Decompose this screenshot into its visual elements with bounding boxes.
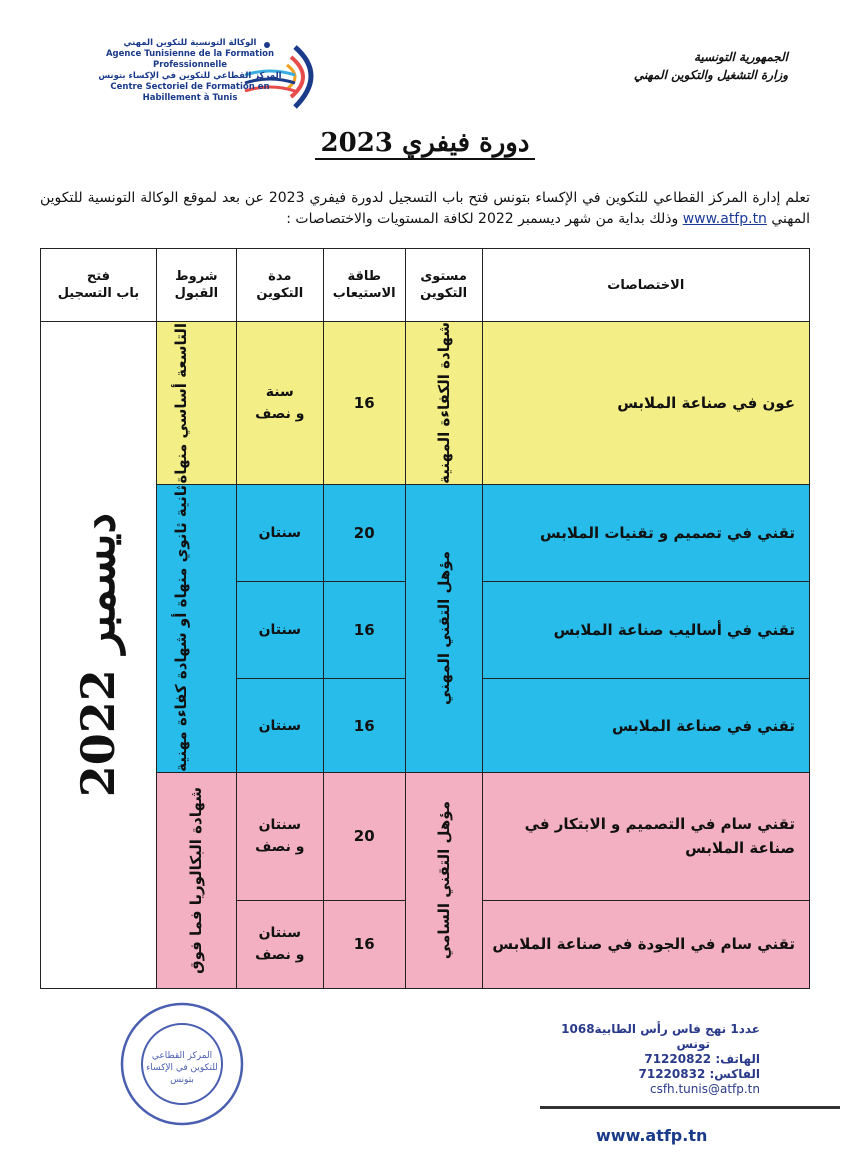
center-name-fr-1: Centre Sectoriel de Formation en xyxy=(110,82,270,92)
svg-text:للتكوين في الإكساء: للتكوين في الإكساء xyxy=(146,1063,218,1073)
center-name-fr-2: Habillement à Tunis xyxy=(142,93,238,103)
capacity-cell: 16 xyxy=(323,679,405,772)
ministry-label: وزارة التشغيل والتكوين المهني xyxy=(633,68,788,82)
center-name-ar: المركز القطاعي للتكوين في الإكساء بتونس xyxy=(98,71,282,81)
specialty-cell: عون في صناعة الملابس xyxy=(482,322,809,485)
duration-cell: سنتان و نصف xyxy=(236,900,323,988)
fax-line: الفاكس: 71220832 xyxy=(638,1067,760,1081)
table-row xyxy=(41,484,810,581)
intro-paragraph xyxy=(40,188,810,230)
republic-label: الجمهورية التونسية xyxy=(693,50,788,64)
specialties-table xyxy=(40,248,810,989)
header-specialty: الاختصاصات xyxy=(482,249,809,322)
agency-name-fr-2: Professionnelle xyxy=(152,60,228,70)
level-cell-bts: مؤهل التقني السامي xyxy=(405,772,482,988)
page-title xyxy=(0,128,850,158)
duration-cell: سنتان xyxy=(236,582,323,679)
svg-text:بتونس: بتونس xyxy=(170,1075,194,1085)
address-line-1: عدد1 نهج فاس رأس الطابية1068 xyxy=(561,1022,760,1036)
logo-text xyxy=(95,38,285,104)
svg-text:المركز القطاعي: المركز القطاعي xyxy=(151,1051,213,1061)
header-level: مستوى التكوين xyxy=(405,249,482,322)
header-opening: فتح باب التسجيل xyxy=(41,249,157,322)
ministry-header xyxy=(528,48,788,84)
capacity-cell: 16 xyxy=(323,322,405,485)
specialty-cell: تقني سام في الجودة في صناعة الملابس xyxy=(482,900,809,988)
contact-block xyxy=(560,1022,760,1097)
header-conditions: شروط القبول xyxy=(156,249,236,322)
table-row xyxy=(41,322,810,485)
intro-part-1: تعلم إدارة المركز القطاعي للتكوين في الإكساء بتونس فتح باب التسجيل لدورة فيفري 2023 عن بعد لموقع الوكالة التونسية للتكوين المهني xyxy=(40,190,810,227)
duration-cell: سنتان و نصف xyxy=(236,772,323,900)
level-cell-cap: شهادة الكفاءة المهنية xyxy=(405,322,482,485)
duration-cell: سنة و نصف xyxy=(236,322,323,485)
footer-divider xyxy=(540,1106,840,1109)
intro-part-2: وذلك بداية من شهر ديسمبر 2022 لكافة المستويات والاختصاصات : xyxy=(286,211,679,227)
duration-cell: سنتان xyxy=(236,484,323,581)
session-title-text: دورة فيفري 2023 xyxy=(315,128,536,160)
specialty-cell: تقني سام في التصميم و الابتكار في صناعة الملابس xyxy=(482,772,809,900)
phone-line: الهاتف: 71220822 xyxy=(644,1052,760,1066)
table-row xyxy=(41,772,810,900)
table-header-row xyxy=(41,249,810,322)
specialty-cell: تقني في أساليب صناعة الملابس xyxy=(482,582,809,679)
header-capacity: طاقة الاستيعاب xyxy=(323,249,405,322)
opening-cell: ديسمبر 2022 xyxy=(41,322,157,989)
capacity-cell: 16 xyxy=(323,900,405,988)
footer-website[interactable]: www.atfp.tn xyxy=(596,1126,708,1145)
specialty-cell: تقني في صناعة الملابس xyxy=(482,679,809,772)
conditions-cell-btp: ثانية ثانوي منهاة أو شهادة كفاءة مهنية xyxy=(156,484,236,772)
conditions-cell-bts: شهادة البكالوريا فما فوق xyxy=(156,772,236,988)
address-line-2: تونس xyxy=(676,1037,710,1051)
official-stamp-icon xyxy=(118,1000,246,1128)
header-duration: مدة التكوين xyxy=(236,249,323,322)
duration-cell: سنتان xyxy=(236,679,323,772)
capacity-cell: 20 xyxy=(323,772,405,900)
agency-name-ar: الوكالة التونسية للتكوين المهني xyxy=(123,38,257,48)
agency-name-fr-1: Agence Tunisienne de la Formation xyxy=(105,49,275,59)
website-link[interactable]: www.atfp.tn xyxy=(682,211,767,227)
capacity-cell: 16 xyxy=(323,582,405,679)
conditions-cell-cap: التاسعة أساسي منهاة xyxy=(156,322,236,485)
capacity-cell: 20 xyxy=(323,484,405,581)
level-cell-btp: مؤهل التقني المهني xyxy=(405,484,482,772)
specialty-cell: تقني في تصميم و تقنيات الملابس xyxy=(482,484,809,581)
email-line[interactable]: csfh.tunis@atfp.tn xyxy=(649,1082,760,1096)
